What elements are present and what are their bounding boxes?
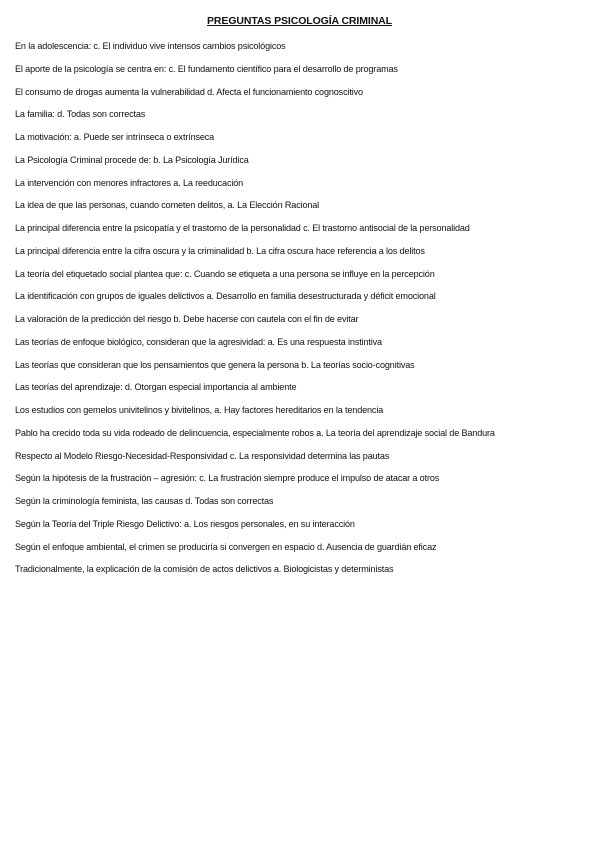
question-answer-list [15, 39, 590, 585]
list-item: Tradicionalmente, la explicación de la comisión de actos delictivos a. Biologicistas y deterministas [15, 564, 394, 575]
list-item: Los estudios con gemelos univitelinos y bivitelinos, a. Hay factores hereditarios en la tendencia [15, 405, 384, 415]
list-item: La idea de que las personas, cuando cometen delitos, a. La Elección Racional [15, 200, 320, 211]
list-item: Según la Teoría del Triple Riesgo Delictivo: a. Los riesgos personales, en su interacción [15, 518, 355, 529]
list-item: La familia: d. Todas son correctas [15, 109, 146, 120]
list-item: Las teorías que consideran que los pensamientos que genera la persona b. La teorías socio-cognitivas [15, 359, 415, 370]
list-item: La teoría del etiquetado social plantea que: c. Cuando se etiqueta a una persona se influye en la percepción [15, 268, 435, 279]
list-item: El consumo de drogas aumenta la vulnerabilidad d. Afecta el funcionamiento cognoscitivo [15, 86, 363, 97]
list-item: La identificación con grupos de iguales delictivos a. Desarrollo en familia desestructurada y déficit emocional [15, 291, 436, 302]
page-title: PREGUNTAS PSICOLOGÍA CRIMINAL [207, 15, 392, 27]
list-item: El aporte de la psicología se centra en: c. El fundamento científico para el desarrollo de programas [15, 63, 398, 74]
list-item: Según la hipótesis de la frustración – agresión: c. La frustración siempre produce el impulso de atacar a otros [15, 473, 440, 484]
list-item: La principal diferencia entre la psicopatía y el trastorno de la personalidad c. El trastorno antisocial de la personalidad [15, 223, 470, 233]
list-item: Respecto al Modelo Riesgo-Necesidad-Responsividad c. La responsividad determina las pautas [15, 450, 390, 461]
list-item: Las teorías del aprendizaje: d. Otorgan especial importancia al ambiente [15, 382, 297, 393]
list-item: Según el enfoque ambiental, el crimen se produciría si convergen en espacio d. Ausencia de guardián eficaz [15, 541, 437, 552]
list-item: La valoración de la predicción del riesgo b. Debe hacerse con cautela con el fin de evitar [15, 314, 359, 324]
list-item: La principal diferencia entre la cifra oscura y la criminalidad b. La cifra oscura hace referencia a los delitos [15, 245, 425, 256]
list-item: Pablo ha crecido toda su vida rodeado de delincuencia, especialmente robos a. La teoría del aprendizaje social de Bandura [15, 427, 495, 438]
list-item: Según la criminología feminista, las causas d. Todas son correctas [15, 496, 274, 506]
list-item: La intervención con menores infractores a. La reeducación [15, 177, 244, 188]
list-item: La Psicología Criminal procede de: b. La Psicología Jurídica [15, 154, 249, 165]
list-item: En la adolescencia: c. El individuo vive intensos cambios psicológicos [15, 41, 286, 51]
list-item: Las teorías de enfoque biológico, consideran que la agresividad: a. Es una respuesta instintiva [15, 336, 382, 347]
list-item: La motivación: a. Puede ser intrínseca o extrínseca [15, 132, 215, 142]
